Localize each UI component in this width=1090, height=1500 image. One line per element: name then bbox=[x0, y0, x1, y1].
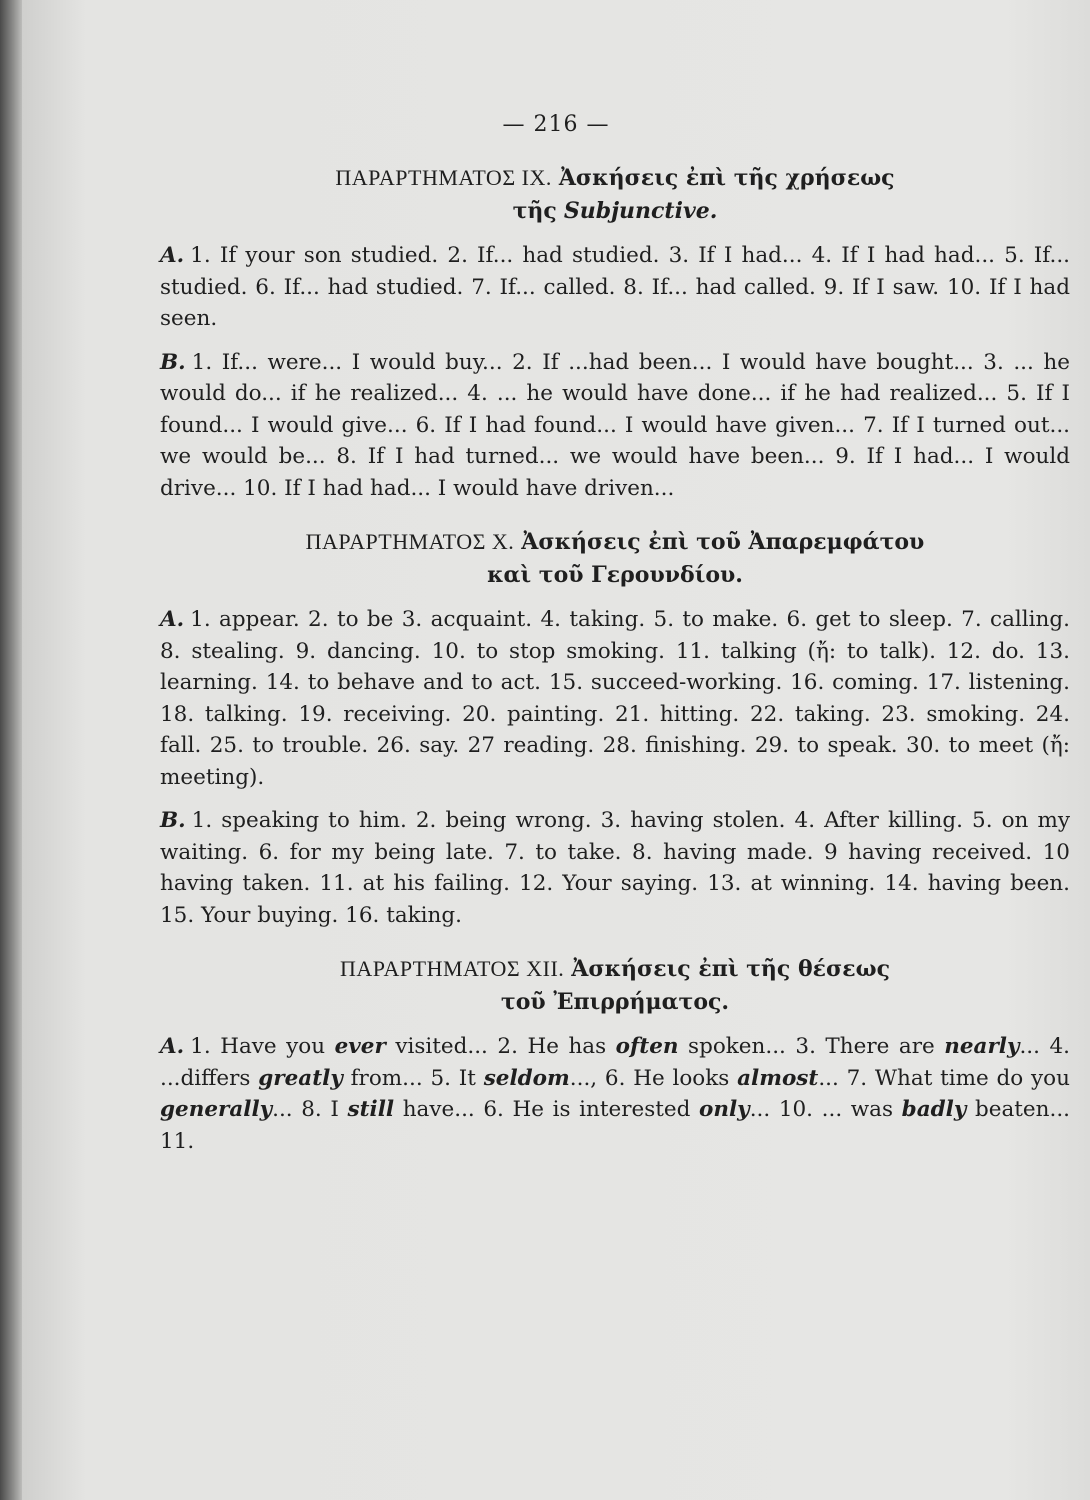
exercise-b-answers bbox=[160, 805, 1070, 931]
heading-greek-title: Ἀσκήσεις ἐπὶ τῆς χρήσεως bbox=[558, 165, 895, 191]
adverb-emphasis: greatly bbox=[258, 1065, 343, 1091]
section-heading-line2 bbox=[160, 986, 1070, 1019]
adverb-emphasis: only bbox=[699, 1097, 750, 1122]
exercise-label: A. bbox=[160, 607, 185, 632]
exercise-text: ... 4. ...differs bbox=[160, 1034, 1070, 1091]
exercise-text: 1. If your son studied. 2. If... had studied. 3. If I had... 4. If I had had... 5. If... studied. 6. If... had studied. 7. If... called. 8. If... had called. 9. If I saw. 10. If I had seen. bbox=[160, 243, 1070, 331]
exercise-text: ... 8. I bbox=[272, 1097, 348, 1122]
exercise-label: A. bbox=[160, 243, 185, 268]
adverb-emphasis: still bbox=[347, 1097, 395, 1122]
section-heading-line2 bbox=[160, 195, 1070, 228]
exercise-a-answers bbox=[160, 1031, 1070, 1157]
exercise-text: spoken... 3. There are bbox=[678, 1034, 945, 1059]
adverb-emphasis: nearly bbox=[944, 1034, 1020, 1059]
heading-appendix-number: ΠΑΡΑΡΤΗΜΑΤΟΣ XII. bbox=[340, 956, 565, 981]
exercise-text: from... 5. It bbox=[342, 1065, 484, 1091]
heading-latin-term: Subjunctive. bbox=[563, 198, 718, 224]
exercise-label: B. bbox=[160, 808, 186, 833]
book-page bbox=[22, 0, 1090, 1500]
exercise-text: 1. speaking to him. 2. being wrong. 3. having stolen. 4. After killing. 5. on my waiting. 6. for my being late. 7. to take. 8. having made. 9 having received. 10 having taken. 11. at his failing. 12. Your saying. 13. at winning. 14. having been. 15. Your buying. 16. taking. bbox=[160, 808, 1070, 928]
exercise-label: B. bbox=[160, 349, 186, 375]
exercise-text: visited... 2. He has bbox=[385, 1034, 616, 1059]
exercise-text: ... 10. ... was bbox=[749, 1097, 902, 1122]
section-heading bbox=[160, 526, 1070, 559]
heading-greek-subtitle: τοῦ Ἐπιρρήματος. bbox=[500, 989, 730, 1015]
heading-greek-article: τῆς bbox=[512, 198, 557, 224]
adverb-emphasis: seldom bbox=[483, 1065, 570, 1091]
heading-appendix-number: ΠΑΡΑΡΤΗΜΑΤΟΣ X. bbox=[305, 529, 515, 554]
exercise-text: 1. If... were... I would buy... 2. If ...had been... I would have bought... 3. ... he would do... if he realized... 4. ... he would have done... if he had realized... 5. If I found... I would give... 6. If I had found... I would have given... 7. If I turned out... we would be... 8. If I had turned... we would have been... 9. If I had... I would drive... 10. If I had had... I would have driven... bbox=[160, 349, 1070, 501]
section-appendix-xii bbox=[160, 953, 1070, 1157]
heading-appendix-number: ΠΑΡΑΡΤΗΜΑΤΟΣ IX. bbox=[335, 165, 552, 190]
heading-greek-title: Ἀσκήσεις ἐπὶ τοῦ Ἀπαρεμφάτου bbox=[521, 529, 925, 555]
book-spine-shadow bbox=[0, 0, 22, 1500]
exercise-label: A. bbox=[160, 1034, 185, 1059]
adverb-emphasis: generally bbox=[160, 1097, 273, 1122]
section-heading-line2 bbox=[160, 559, 1070, 592]
page-content bbox=[160, 162, 1070, 1157]
section-appendix-x bbox=[160, 526, 1070, 931]
section-appendix-ix bbox=[160, 162, 1070, 504]
exercise-a-answers bbox=[160, 240, 1070, 335]
exercise-text: 1. appear. 2. to be 3. acquaint. 4. taking. 5. to make. 6. get to sleep. 7. calling. 8. stealing. 9. dancing. 10. to stop smoking. 11. talking (ἤ: to talk). 12. do. 13. learning. 14. to behave and to act. 15. succeed-working. 16. coming. 17. listening. 18. talking. 19. receiving. 20. painting. 21. hitting. 22. taking. 23. smoking. 24. fall. 25. to trouble. 26. say. 27 reading. 28. finishing. 29. to speak. 30. to meet (ἤ: meeting). bbox=[160, 607, 1070, 790]
heading-greek-subtitle: καὶ τοῦ Γερουνδίου. bbox=[487, 562, 743, 588]
exercise-text: ... 7. What time do you bbox=[818, 1065, 1070, 1091]
adverb-emphasis: often bbox=[615, 1034, 679, 1059]
heading-greek-title: Ἀσκήσεις ἐπὶ τῆς θέσεως bbox=[571, 956, 890, 982]
section-heading bbox=[160, 953, 1070, 986]
adverb-emphasis: almost bbox=[737, 1065, 819, 1091]
adverb-emphasis: badly bbox=[901, 1097, 967, 1122]
adverb-emphasis: ever bbox=[334, 1034, 386, 1059]
exercise-a-answers bbox=[160, 604, 1070, 793]
exercise-b-answers bbox=[160, 347, 1070, 505]
exercise-text: ..., 6. He looks bbox=[569, 1065, 738, 1091]
exercise-text: 1. Have you bbox=[190, 1034, 335, 1059]
section-heading bbox=[160, 162, 1070, 195]
page-number: — 216 — bbox=[502, 112, 610, 137]
exercise-text: have... 6. He is interested bbox=[394, 1097, 700, 1122]
exercise-text: beaten... 11. bbox=[160, 1097, 1070, 1154]
